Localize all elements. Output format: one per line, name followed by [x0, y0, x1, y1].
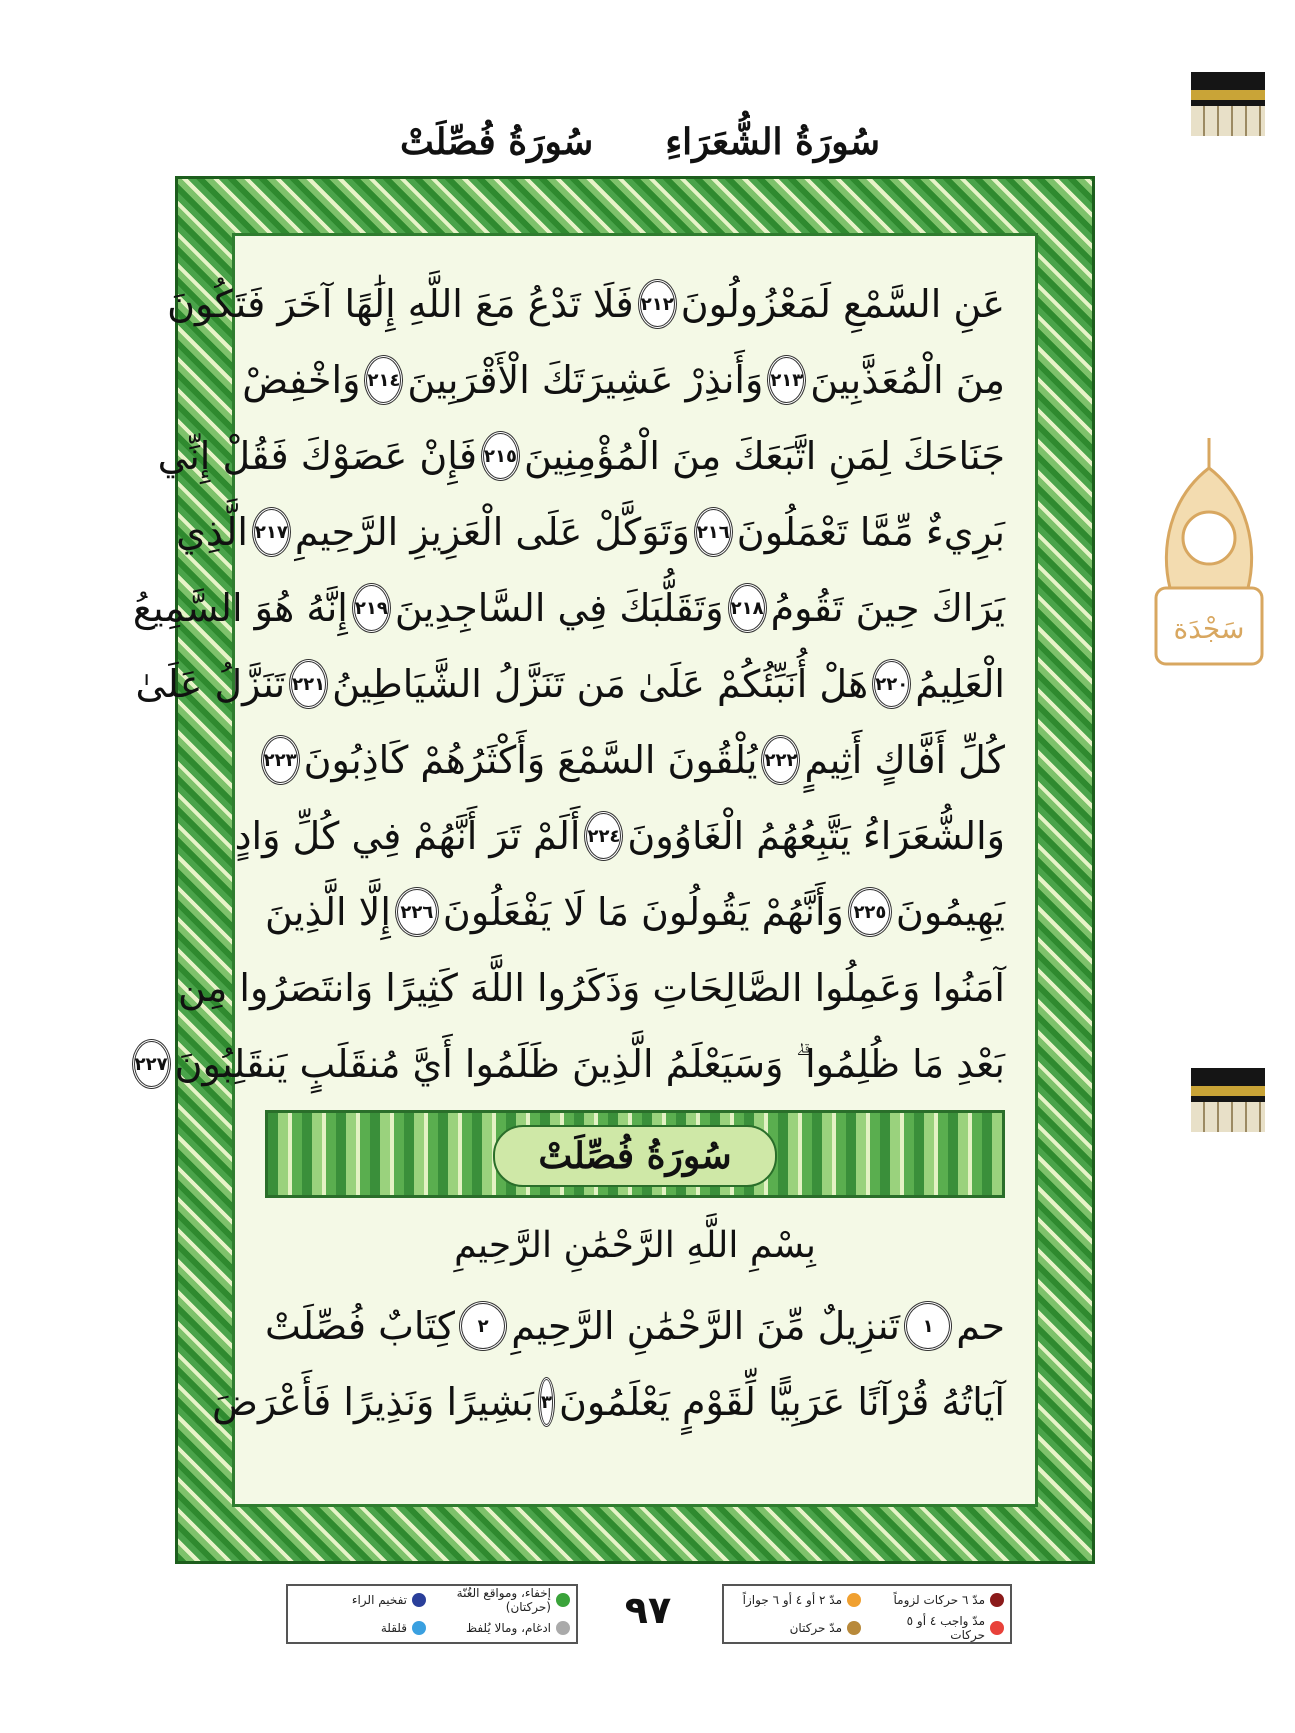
text-line — [167, 266, 1005, 342]
text-line — [178, 950, 1005, 1026]
ayah-number: ١ — [904, 1301, 952, 1351]
page-number: ٩٧ — [624, 1588, 672, 1632]
color-dot-icon — [990, 1593, 1004, 1607]
verse-text: إِنَّهُ هُوَ السَّمِيعُ — [132, 586, 348, 630]
ayah-number: ٢٢٥ — [848, 887, 892, 937]
legend-item: مدّ واجب ٤ أو ٥ حركات — [867, 1614, 1010, 1642]
ayah-number: ٢١٦ — [694, 507, 733, 557]
legend-item: إخفاء، ومواقع الغُنّة (حركتان) — [432, 1586, 576, 1614]
verse-text: بَرِيءٌ مِّمَّا تَعْمَلُونَ — [736, 510, 1005, 554]
verse-text: آيَاتُهُ قُرْآنًا عَرَبِيًّا لِّقَوْمٍ يَعْلَمُونَ — [558, 1380, 1005, 1424]
color-dot-icon — [556, 1621, 570, 1635]
verse-text: الْعَلِيمُ — [915, 662, 1005, 706]
legend-item: مدّ حركتان — [724, 1614, 867, 1642]
sura-title-left: سُورَةُ فُصِّلَتْ — [400, 121, 594, 163]
color-dot-icon — [990, 1621, 1004, 1635]
verse-text: الَّذِي — [176, 510, 248, 554]
verse-text: هَلْ أُنَبِّئُكُمْ عَلَىٰ مَن تَنَزَّلُ الشَّيَاطِينُ — [332, 662, 869, 706]
ayah-number: ٢١٧ — [252, 507, 291, 557]
legend-item: مدّ ٢ أو ٤ أو ٦ جوازاً — [724, 1586, 867, 1614]
verse-text: عَنِ السَّمْعِ لَمَعْزُولُونَ — [680, 282, 1005, 326]
text-line — [234, 798, 1005, 874]
sajda-label: سَجْدَة — [1173, 612, 1245, 645]
legend-item: تفخيم الراء — [288, 1586, 432, 1614]
verse-text: يُلْقُونَ السَّمْعَ وَأَكْثَرُهُمْ كَاذِبُونَ — [303, 738, 758, 782]
ayah-number: ٢١٩ — [352, 583, 391, 633]
text-line — [265, 722, 1005, 798]
verse-text: أَلَمْ تَرَ أَنَّهُمْ فِي كُلِّ وَادٍ — [234, 814, 581, 858]
verse-text: وَتَقَلُّبَكَ فِي السَّاجِدِينَ — [394, 586, 724, 630]
ayah-number: ٢٢٦ — [395, 887, 439, 937]
verse-text: وَأَنذِرْ عَشِيرَتَكَ الْأَقْرَبِينَ — [407, 358, 764, 402]
verse-text: جَنَاحَكَ لِمَنِ اتَّبَعَكَ مِنَ الْمُؤْمِنِينَ — [523, 434, 1005, 478]
verse-text: وَاخْفِضْ — [242, 358, 361, 402]
verse-text: إِلَّا الَّذِينَ — [265, 890, 391, 934]
verse-text: يَرَاكَ حِينَ تَقُومُ — [770, 586, 1005, 630]
text-area — [132, 233, 1038, 1507]
text-line — [265, 874, 1005, 950]
verse-text: بَشِيرًا وَنَذِيرًا فَأَعْرَضَ — [212, 1380, 534, 1424]
ayah-number: ٢١٥ — [481, 431, 520, 481]
color-dot-icon — [412, 1593, 426, 1607]
color-dot-icon — [412, 1621, 426, 1635]
ayah-number: ٢٢١ — [289, 659, 328, 709]
verse-text: بَعْدِ مَا ظُلِمُوا ۗ وَسَيَعْلَمُ الَّذِينَ ظَلَمُوا أَيَّ مُنقَلَبٍ يَنقَلِبُونَ — [174, 1041, 1005, 1086]
verse-text: وَتَوَكَّلْ عَلَى الْعَزِيزِ الرَّحِيمِ — [294, 510, 690, 554]
ayah-number: ٢٢٣ — [261, 735, 300, 785]
ayah-number: ٢ — [459, 1301, 507, 1351]
color-dot-icon — [847, 1593, 861, 1607]
page-frame — [132, 176, 1095, 1564]
ayah-lines-2 — [212, 1288, 1005, 1440]
ayah-number: ٣ — [538, 1377, 555, 1427]
ayah-number: ٢٢٢ — [761, 735, 800, 785]
sura-title-right: سُورَةُ الشُّعَرَاءِ — [665, 121, 880, 163]
ayah-number: ٢٢٧ — [132, 1039, 171, 1089]
basmala: بِسْمِ اللَّهِ الرَّحْمَٰنِ الرَّحِيمِ — [454, 1224, 816, 1266]
verse-text: وَأَنَّهُمْ يَقُولُونَ مَا لَا يَفْعَلُونَ — [442, 890, 844, 934]
page-header — [400, 112, 880, 172]
verse-text: وَالشُّعَرَاءُ يَتَّبِعُهُمُ الْغَاوُونَ — [627, 814, 1005, 858]
sajda-mark-icon — [1150, 438, 1268, 668]
tajweed-legend-right — [722, 1584, 1012, 1644]
ayah-number: ٢١٤ — [364, 355, 403, 405]
sura-header-banner — [265, 1110, 1005, 1198]
kaaba-icon — [1183, 1060, 1273, 1132]
legend-item: مدّ ٦ حركات لزوماً — [867, 1586, 1010, 1614]
ayah-number: ٢١٨ — [728, 583, 767, 633]
sura-header-title: سُورَةُ فُصِّلَتْ — [493, 1125, 777, 1187]
verse-text: فَإِنْ عَصَوْكَ فَقُلْ إِنِّي — [157, 434, 477, 478]
text-line — [242, 342, 1005, 418]
text-line — [157, 418, 1005, 494]
verse-text: حم — [956, 1304, 1005, 1348]
ayah-number: ٢١٣ — [767, 355, 806, 405]
ayah-number: ٢٢٤ — [584, 811, 623, 861]
verse-text: تَنَزَّلُ عَلَىٰ — [135, 662, 286, 706]
text-line — [135, 646, 1005, 722]
legend-item: ادغام، ومالا يُلفظ — [432, 1614, 576, 1642]
text-line — [212, 1364, 1005, 1440]
text-line — [134, 1026, 1005, 1102]
verse-text: مِنَ الْمُعَذَّبِينَ — [810, 358, 1005, 402]
ayah-lines — [132, 266, 1005, 1102]
color-dot-icon — [847, 1621, 861, 1635]
verse-text: فَلَا تَدْعُ مَعَ اللَّهِ إِلَٰهًا آخَرَ فَتَكُونَ — [167, 282, 634, 326]
text-line — [265, 1288, 1005, 1364]
ayah-number: ٢١٢ — [638, 279, 677, 329]
verse-text: كِتَابٌ فُصِّلَتْ — [265, 1304, 456, 1348]
color-dot-icon — [556, 1593, 570, 1607]
kaaba-icon — [1183, 64, 1273, 136]
text-line — [176, 494, 1005, 570]
verse-text: يَهِيمُونَ — [895, 890, 1005, 934]
text-line — [132, 570, 1005, 646]
legend-item: قلقلة — [288, 1614, 432, 1642]
ayah-number: ٢٢٠ — [872, 659, 911, 709]
tajweed-legend-left — [286, 1584, 578, 1644]
verse-text: كُلِّ أَفَّاكٍ أَثِيمٍ — [804, 738, 1005, 782]
verse-text: آمَنُوا وَعَمِلُوا الصَّالِحَاتِ وَذَكَرُوا اللَّهَ كَثِيرًا وَانتَصَرُوا مِن — [178, 966, 1005, 1010]
verse-text: تَنزِيلٌ مِّنَ الرَّحْمَٰنِ الرَّحِيمِ — [511, 1304, 900, 1348]
